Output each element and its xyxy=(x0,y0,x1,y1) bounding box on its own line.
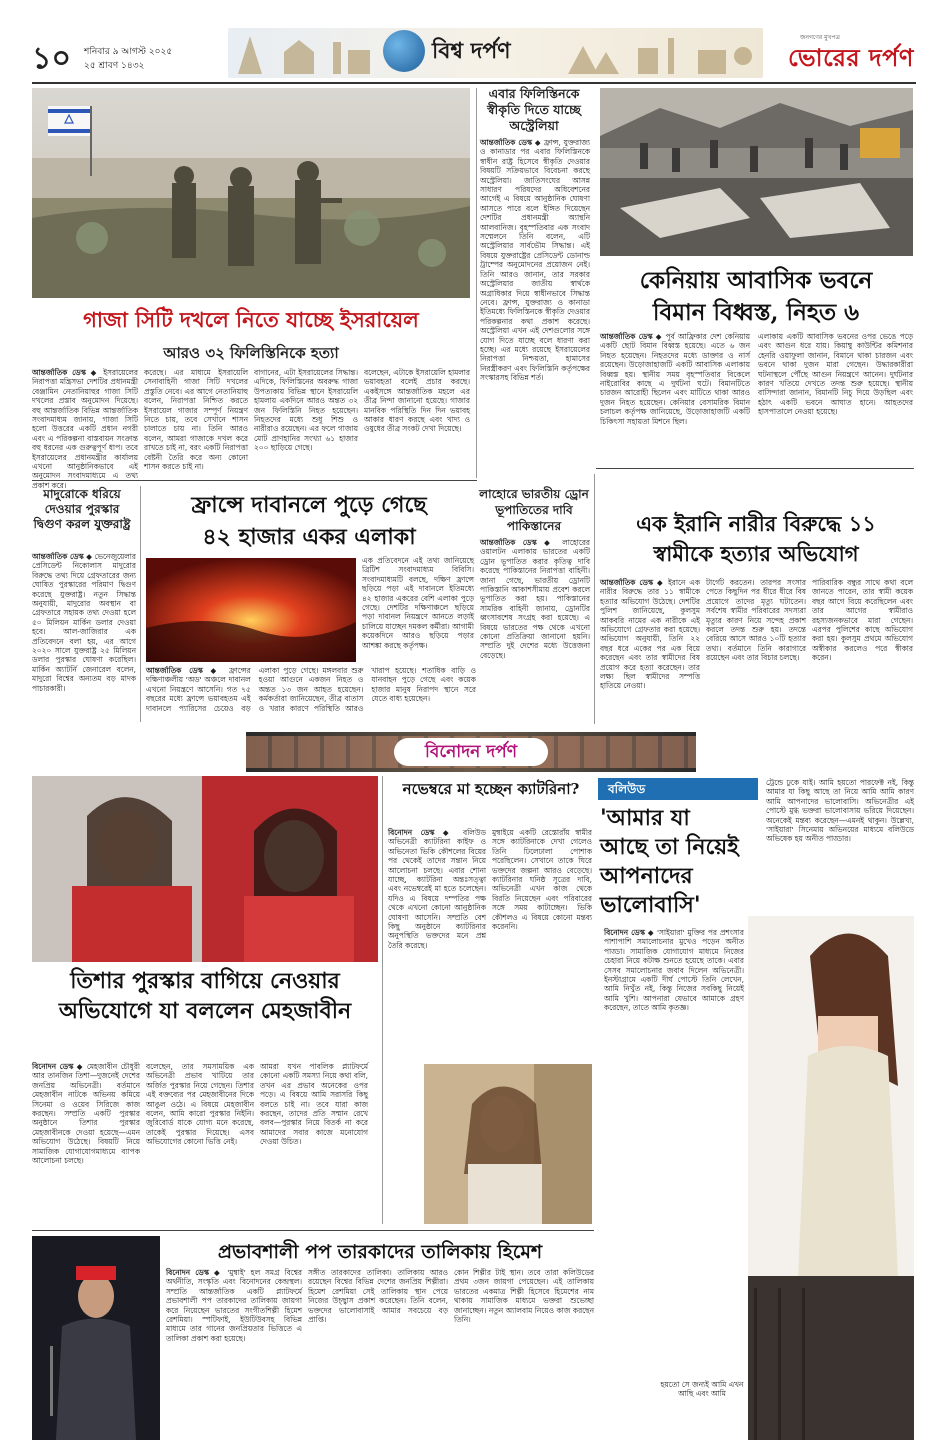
mehazabien-headline: তিশার পুরস্কার বাগিয়ে নেওয়ার অভিযোগে যা বললেন মেহজাবীন xyxy=(58,968,352,1024)
page-number: ১০ xyxy=(32,41,71,76)
globe-icon xyxy=(383,30,425,72)
katrina-desk: বিনোদন ডেস্ক xyxy=(388,828,435,837)
katrina-headline: নভেম্বরে মা হচ্ছেন ক্যাটরিনা? xyxy=(402,780,580,798)
himesh-headline: প্রভাবশালী পপ তারকাদের তালিকায় হিমেশ xyxy=(217,1241,543,1263)
australia-desk: আন্তর্জাতিক ডেস্ক xyxy=(480,138,533,147)
drone-headline: লাহোরে ভারতীয় ড্রোন ভূপাতিতের দাবি পাকিস্তানের xyxy=(479,487,589,533)
drone-desk: আন্তর্জাতিক ডেস্ক xyxy=(480,538,537,547)
gaza-headline: গাজা সিটি দখলে নিতে যাচ্ছে ইসরায়েল xyxy=(83,307,419,332)
paper-tagline: জনগণের মুখপত্র xyxy=(800,34,840,41)
kenya-photo xyxy=(600,88,913,256)
mehazabien-col-2: বলেছেন, তার সমসাময়িক এক অভিনেত্রী প্রভাব খাটিয়ে তার অর্জিত পুরস্কার নিয়ে গেছেন। তিশার এই বক্তব্যের পর মেহজাবীনের দিকে আঙুল ওঠে। এ বিষয়ে মেহজাবীন বলেন, আমি কারো পুরস্কার নিইনি। জুরিবোর্ড যাকে যোগ্য মনে করেছে, তাকেই পুরস্কার দিয়েছে। এসব অভিযোগের কোনো ভিত্তি নেই। xyxy=(146,1062,254,1147)
date-line-1: শনিবার ৯ আগস্ট ২০২৫ xyxy=(84,47,173,57)
gaza-desk: আন্তর্জাতিক ডেস্ক xyxy=(32,368,86,377)
masthead-rule xyxy=(32,82,916,84)
column-divider xyxy=(140,486,141,722)
gaza-col-1: আন্তর্জাতিক ডেস্ক ◆ ইসরায়েলের নিরাপত্তা মন্ত্রিসভা দেশটির প্রধানমন্ত্রী বেঞ্জামিন নেতানিয়াহুর গাজা সিটি দখলের প্রস্তাব অনুমোদন দিয়েছে। বহু আন্তর্জাতিক বিভিন্ন আন্তর্জাতিক সংবাদমাধ্যম জানায়, গাজা সিটি হলো উত্তরের একটি প্রধান নগরী এবং এ পরিকল্পনা বাস্তবায়ন সংক্রান্ত বহু ধরনের এক গুরুত্বপূর্ণ ধাপ। তবে ইসরায়েলের প্রধানমন্ত্রীর কার্যালয় এখনো আনুষ্ঠানিকভাবে এই অনুমোদন সংবাদমাধ্যমে এ তথ্য প্রকাশ করে। xyxy=(32,368,138,490)
drone-body: আন্তর্জাতিক ডেস্ক ◆ লাহোরের ওয়ালটন এলাকায় ভারতের একটি ড্রোন ভূপাতিত করার কৃতিত্ব দাবি করেছে পাকিস্তানের নিরাপত্তা বাহিনী। জানা গেছে, ভারতীয় ড্রোনটি পাকিস্তানি আকাশসীমায় প্রবেশ করলে ভূপাতিত করা হয়। পাকিস্তানের সামরিক বাহিনী জানায়, ড্রোনটির ধ্বংসাবশেষ সংগ্রহ করা হয়েছে। এ বিষয়ে ভারতের পক্ষ থেকে এখনো কোনো প্রতিক্রিয়া জানানো হয়নি। সম্প্রতি দুই দেশের মধ্যে উত্তেজনা বেড়েছে। xyxy=(480,538,590,660)
iran-headline-2: স্বামীকে হত্যার অভিযোগ xyxy=(653,541,859,566)
bollywood-headline: 'আমার যা আছে তা নিয়েই আপনাদের ভালোবাসি' xyxy=(600,805,739,918)
bollywood-poem: হয়তো সে জন্যই আমি এখন আছি এবং আমি xyxy=(660,1380,744,1399)
mehazabien-photo xyxy=(32,776,378,962)
katrina-col-2: মুম্বাইয়ে একটি রেস্তোরাঁয় স্বামীর সঙ্গে ক্যাটরিনাকে দেখা গেলেও তিনি ঢিলেঢালা পোশাক পরেছিলেন। সেখানে তাকে ঘিরে ভক্তদের জল্পনা আরও বেড়েছে। ক্যাটরিনার ঘনিষ্ঠ সূত্রের দাবি, অভিনেত্রী এখন কাজ থেকে বিরতি নিয়েছেন এবং পরিবারের সঙ্গে সময় কাটাচ্ছেন। ভিকি কৌশলও এ বিষয়ে কোনো মন্তব্য করেননি। xyxy=(492,828,592,932)
paper-logo: ভোরের দর্পণ xyxy=(788,43,914,72)
maduro-headline: মাদুরোকে ধরিয়ে দেওয়ার পুরস্কার দ্বিগুণ করল যুক্তরাষ্ট্র xyxy=(33,487,131,531)
iran-desk: আন্তর্জাতিক ডেস্ক xyxy=(600,578,654,587)
australia-body: আন্তর্জাতিক ডেস্ক ◆ ফ্রান্স, যুক্তরাজ্য ও কানাডার পর এবার ফিলিস্তিনকে স্বাধীন রাষ্ট্র হিসেবে স্বীকৃতি দেওয়ার বিষয়টি সক্রিয়ভাবে বিবেচনা করছে অস্ট্রেলিয়া। জাতিসংঘের আসন্ন সাধারণ পরিষদের অধিবেশনের আগেই এ বিষয়ে আনুষ্ঠানিক ঘোষণা আসতে পারে বলে ইঙ্গিত দিয়েছেন দেশটির প্রধানমন্ত্রী অ্যান্থনি আলবানিজ। বৃহস্পতিবার এক সংবাদ সম্মেলনে তিনি বলেন, এটি অস্ট্রেলিয়ার সার্বভৌম সিদ্ধান্ত। এই বিষয়ে যুক্তরাষ্ট্রের প্রেসিডেন্ট ডোনাল্ড ট্রাম্পের অনুমোদনের প্রয়োজন নেই। তিনি আরও জানান, তার সরকার অস্ট্রেলিয়ার জাতীয় স্বার্থকে অগ্রাধিকার দিয়ে স্বাধীনভাবে সিদ্ধান্ত নেবে। ফ্রান্স, যুক্তরাজ্য ও কানাডা ইতিমধ্যে ফিলিস্তিনকে স্বীকৃতি দেওয়ার পরিকল্পনার কথা প্রকাশ করেছে। অস্ট্রেলিয়া এখন এই দেশগুলোর সঙ্গে যোগ দিতে যাচ্ছে বলে ধারণা করা হচ্ছে। এর মধ্যে রয়েছে ইসরায়েলের নিরাপত্তা নিশ্চয়তা, হামাসের নিরস্ত্রীকরণ এবং ফিলিস্তিনি কর্তৃপক্ষের সংস্কারসহ বিভিন্ন শর্ত। xyxy=(480,138,591,383)
column-divider xyxy=(382,776,383,1224)
section-rule xyxy=(32,480,477,481)
kenya-col-2: এলাকায় একটি আবাসিক ভবনের ওপর ভেঙে পড়ে এবং আগুন ধরে যায়। কিয়াম্বু কাউন্টির কমিশনার হেনরি ওয়াফুলা জানান, বিমানে থাকা চারজন এবং ভবনে থাকা দুজন মারা গেছেন। উদ্ধারকারীরা ঘটনাস্থলে পৌঁছে আগুন নিয়ন্ত্রণে আনেন। দুর্ঘটনার কারণ খতিয়ে দেখতে তদন্ত শুরু হয়েছে। স্থানীয় বাসিন্দারা জানান, বিমানটি নিচু দিয়ে উড়ছিল এবং হঠাৎ একটি ভবনে আঘাত হানে। আহতদের হাসপাতালে নেওয়া হয়েছে। xyxy=(758,332,913,417)
kenya-headline-2: বিমান বিধ্বস্ত, নিহত ৬ xyxy=(652,299,860,326)
gaza-photo xyxy=(32,88,470,298)
column-divider xyxy=(594,474,595,724)
section-rule xyxy=(596,468,914,469)
entertainment-banner-title: বিনোদন দর্পণ xyxy=(394,738,548,766)
bollywood-label: বলিউড xyxy=(598,778,758,800)
himesh-col-2: সঙ্গীত তারকাদের তালিকা। তালিকায় আরও রয়েছেন বিশ্বের বিভিন্ন দেশের জনপ্রিয় শিল্পীরা। হিমেশ রেশমিয়া সেই তালিকায় স্থান পেয়ে নিজের উচ্ছ্বাস প্রকাশ করেছেন। তিনি বলেন, ভক্তদের ভালোবাসাই আমার সবচেয়ে বড় প্রাপ্তি। xyxy=(308,1268,448,1325)
section-title: বিশ্ব দর্পণ xyxy=(432,38,511,64)
bollywood-photo xyxy=(748,916,914,1440)
himesh-col-3: কোন শিল্পীর টাই স্থান। তবে তারা কলিউডের প্রথম ৩জন জায়গা পেয়েছেন। এই তালিকায় ভারতের একমাত্র শিল্পী হিসেবে হিমেশের নাম থাকায় সামাজিক মাধ্যমে ভক্তরা শুভেচ্ছা জানাচ্ছেন। নতুন অ্যালবাম নিয়েও কাজ করছেন তিনি। xyxy=(454,1268,594,1325)
section-rule xyxy=(32,1230,594,1231)
iran-headline-1: এক ইরানি নারীর বিরুদ্ধে ১১ xyxy=(636,511,876,536)
column-divider xyxy=(476,88,477,478)
mehazabien-desk: বিনোদন ডেস্ক xyxy=(32,1062,74,1071)
wildfire-photo xyxy=(146,558,356,662)
bollywood-body: বিনোদন ডেস্ক ◆ 'সাইয়ারা' মুক্তির পর প্রশংসার পাশাপাশি সমালোচনার মুখেও পড়েন অনীত পাড্ডা। সামাজিক যোগাযোগ মাধ্যমে নিজের চেহারা নিয়ে কটাক্ষ শুনতে হয়েছে তাকে। এবার সেসব সমালোচনার জবাব দিলেন অভিনেত্রী। ইনস্টাগ্রামে একটি দীর্ঘ পোস্টে তিনি লেখেন, আমি নিখুঁত নই, কিন্তু নিজের সবকিছু নিয়েই আমি খুশি। আপনারা যেভাবে আমাকে গ্রহণ করেছেন, তাতে আমি কৃতজ্ঞ। xyxy=(604,928,744,1013)
gaza-col-2: করেছে। এর মাধ্যমে ইসরায়েলি সেনাবাহিনী গাজা সিটি দখলের প্রস্তুতি নেবে। এর আগে নেতানিয়াহু বলেন, নিরাপত্তা নিশ্চিত করতে ইসরায়েল গাজার সম্পূর্ণ নিয়ন্ত্রণ নিতে চায়, তবে সেখানে শাসন চালাতে চায় না। তিনি আরও বলেন, আমরা গাজাকে দখল করে রাখতে চাই না, বরং একটি নিরাপত্তা বেষ্টনী তৈরি করে অন্য কোনো শাসন করতে চাই না। xyxy=(144,368,248,472)
date-line-2: ২৫ শ্রাবণ ১৪৩২ xyxy=(84,61,145,71)
kenya-desk: আন্তর্জাতিক ডেস্ক xyxy=(600,332,653,341)
kenya-headline-1: কেনিয়ায় আবাসিক ভবনে xyxy=(639,267,873,294)
maduro-body: আন্তর্জাতিক ডেস্ক ◆ ভেনেজুয়েলার প্রেসিডেন্ট নিকোলাস মাদুরোর বিরুদ্ধে তথ্য দিয়ে গ্রেফতারের জন্য ঘোষিত পুরস্কারের পরিমাণ দ্বিগুণ করেছে যুক্তরাষ্ট্র। নতুন সিদ্ধান্ত অনুযায়ী, মাদুরোর অবস্থান বা গ্রেফতারে সহায়ক তথ্য দেওয়া হলে ৫০ মিলিয়ন মার্কিন ডলার দেওয়া হবে। আল-জাজিরার এক প্রতিবেদনে বলা হয়, এর আগে ২০২০ সালে যুক্তরাষ্ট্র ২৫ মিলিয়ন ডলার পুরস্কার ঘোষণা করেছিল। মার্কিন অ্যাটর্নি জেনারেল বলেন, মাদুরো বিশ্বের অন্যতম বড় মাদক পাচারকারী। xyxy=(32,552,136,693)
bollywood-desk: বিনোদন ডেস্ক xyxy=(604,928,645,937)
australia-headline: এবার ফিলিস্তিনকে স্বীকৃতি দিতে যাচ্ছে অস্ট্রেলিয়া xyxy=(487,86,581,133)
himesh-desk: বিনোদন ডেস্ক xyxy=(166,1268,209,1277)
gaza-subhead: আরও ৩২ ফিলিস্তিনিকে হত্যা xyxy=(163,344,339,362)
katrina-photo xyxy=(424,1064,592,1224)
france-right: এক প্রতিবেদনে এই তথ্য জানিয়েছে ব্রিটিশ সংবাদমাধ্যম বিবিসি। সংবাদমাধ্যমটি বলছে, দক্ষিণ ফ্রান্সে ছড়িয়ে পড়া এই দাবানলে ইতিমধ্যে ৪২ হাজার একরের বেশি এলাকা পুড়ে গেছে। দেশটির দক্ষিণাঞ্চলে ছড়িয়ে পড়া দাবানল নিয়ন্ত্রণে আনতে লড়াই চালিয়ে যাচ্ছেন দমকল কর্মীরা। আগামী কয়েকদিনে আরও ছড়িয়ে পড়ার আশঙ্কা করছে কর্তৃপক্ষ। xyxy=(362,556,474,650)
gaza-col-4: বলেছেন, এটাকে ইসরায়েলি হামলার ভয়াবহতা বলেই প্রচার করছে। একইসঙ্গে আন্তর্জাতিক মহলে এর তীব্র নিন্দা জানানো হয়েছে। গাজার মানবিক পরিস্থিতি দিন দিন ভয়াবহ আকার ধারণ করছে এবং খাদ্য ও ওষুধের তীব্র সংকট দেখা দিয়েছে। xyxy=(364,368,470,434)
france-headline-1: ফ্রান্সে দাবানলে পুড়ে গেছে xyxy=(191,492,427,518)
kenya-col-1: আন্তর্জাতিক ডেস্ক ◆ পূর্ব আফ্রিকার দেশ কেনিয়ায় একটি ছোট বিমান বিধ্বস্ত হয়েছে। এতে ৬ জন নিহত হয়েছেন। নিহতদের মধ্যে ডাক্তার ও নার্স রয়েছেন। উড়োজাহাজটি একটি আবাসিক এলাকায় বিধ্বস্ত হয়। স্থানীয় সময় বৃহস্পতিবার বিকেলে নাইরোবির কাছে এ দুর্ঘটনা ঘটে। বিমানটিতে চারজন আরোহী ছিলেন এবং মাটিতে থাকা আরও দুজন নিহত হয়েছেন। কেনিয়ার বেসামরিক বিমান চলাচল কর্তৃপক্ষ জানিয়েছে, উড়োজাহাজটি একটি চিকিৎসা সহায়তা মিশনে ছিল। xyxy=(600,332,750,426)
iran-col-2: টার্গেট করতেন। তারপর সংসার পেতে কিছুদিন পর ধীরে ধীরে বিষ প্রয়োগে তাদের মৃত্যু ঘটাতেন। সর্বশেষ স্বামীর পরিবারের সদস্যরা মৃত্যুর কারণ নিয়ে সন্দেহ প্রকাশ করলে তদন্ত শুরু হয়। তদন্তে বেরিয়ে আসে আরও ১০টি হত্যার তথ্য। বর্তমানে তিনি কারাগারে রয়েছেন এবং তার বিচার চলছে। xyxy=(706,578,806,663)
maduro-desk: আন্তর্জাতিক ডেস্ক xyxy=(32,552,84,561)
iran-col-3: পারিবারিক বন্ধুর সাথে কথা বলে জানতে পারেন, তার স্বামী কয়েক বছর আগে বিয়ে করেছিলেন এবং তার আগের স্বামীরাও রহস্যজনকভাবে মারা গেছেন। এরপর পুলিশের কাছে অভিযোগ করা হয়। কুলসুম প্রথমে অভিযোগ অস্বীকার করলেও পরে স্বীকার করেন। xyxy=(812,578,913,663)
bollywood-top: ট্রেন্ডে ঢুকে যাই। আমি হয়তো পারফেক্ট নই, কিন্তু আমার যা কিছু আছে তা নিয়ে আমি আমি কারণ আমি আপনাদের ভালোবাসি। অভিনেত্রীর এই পোস্টে মুগ্ধ ভক্তরা ভালোবাসায় ভরিয়ে দিয়েছেন। অনেকেই মন্তব্য করেছেন—এমনই থাকুন। উল্লেখ্য, 'সাইয়ারা' সিনেমায় অভিনয়ের মাধ্যমে বলিউডে অভিষেক হয় অনীত পাড্ডার। xyxy=(766,778,914,844)
france-desk: আন্তর্জাতিক ডেস্ক xyxy=(146,666,203,675)
katrina-col-1: বিনোদন ডেস্ক ◆ বলিউড অভিনেত্রী ক্যাটরিনা কাইফ ও অভিনেতা ভিকি কৌশলের বিয়ের পর থেকেই তাদের সন্তান নিয়ে আলোচনা চলছে। এবার শোনা যাচ্ছে, ক্যাটরিনা অন্তঃসত্ত্বা এবং নভেম্বরেই মা হতে চলেছেন। যদিও এ বিষয়ে দম্পতির পক্ষ থেকে এখনো কোনো আনুষ্ঠানিক ঘোষণা আসেনি। সম্প্রতি বেশ কিছু অনুষ্ঠানে ক্যাটরিনার অনুপস্থিতি ভক্তদের মনে প্রশ্ন তৈরি করেছে। xyxy=(388,828,486,950)
masthead xyxy=(0,0,945,84)
gaza-col-3: বাগানের, এটা ইসরায়েলের সিদ্ধান্ত। এদিকে, ফিলিস্তিনের অবরুদ্ধ গাজা উপত্যকায় বিভিন্ন স্থানে ইসরায়েলি হামলায় একদিনে আরও অন্তত ৩২ জন ফিলিস্তিনি নিহত হয়েছেন। নিহতদের মধ্যে শুধু শিশু ও নারীরাও রয়েছেন। এর ফলে গাজায় মোট প্রাণহানির সংখ্যা ৬১ হাজার ২০০ ছাড়িয়ে গেছে। xyxy=(254,368,358,453)
iran-col-1: আন্তর্জাতিক ডেস্ক ◆ ইরানে এক নারীর বিরুদ্ধে তার ১১ স্বামীকে হত্যার অভিযোগ উঠেছে। দেশটির পুলিশ জানিয়েছে, কুলসুম আকবরি নামের এক নারীকে এই অভিযোগে গ্রেফতার করা হয়েছে। অভিযোগ অনুযায়ী, তিনি ২২ বছর ধরে একের পর এক বিয়ে করেছেন এবং তার স্বামীদের বিষ প্রয়োগ করে হত্যা করেছেন। তার লক্ষ্য ছিল স্বামীদের সম্পত্তি হাতিয়ে নেওয়া। xyxy=(600,578,701,691)
france-headline-2: ৪২ হাজার একর এলাকা xyxy=(202,524,416,550)
mehazabien-col-3: আমরা যখন পাবলিক প্ল্যাটফর্মে কোনো একটি সমস্যা নিয়ে কথা বলি, তখন এর প্রভাব অনেকের ওপর পড়ে। এ বিষয়ে আমি সরাসরি কিছু বলতে চাই না। তবে যারা কাজ করছেন, তাদের প্রতি সম্মান রেখে বলব—পুরস্কার নিয়ে বিতর্ক না করে আমাদের সবার কাজে মনোযোগ দেওয়া উচিত। xyxy=(260,1062,368,1147)
himesh-photo xyxy=(32,1236,160,1440)
entertainment-banner xyxy=(246,732,696,772)
himesh-col-1: বিনোদন ডেস্ক ◆ 'মুম্বাই' হল সমগ্র বিশ্বের অর্থনীতি, সংস্কৃতি এবং বিনোদনের কেন্দ্রস্থল। সম্প্রতি আন্তর্জাতিক একটি প্ল্যাটফর্মে প্রভাবশালী পপ তারকাদের তালিকায় জায়গা করে নিয়েছেন ভারতের সংগীতশিল্পী হিমেশ রেশমিয়া। স্পটিফাই, ইউটিউবসহ বিভিন্ন মাধ্যমে তার গানের জনপ্রিয়তার ভিত্তিতে এ তালিকা প্রকাশ করা হয়েছে। xyxy=(166,1268,302,1343)
france-bottom: আন্তর্জাতিক ডেস্ক ◆ ফ্রান্সের দক্ষিণাঞ্চলীয় 'অড' অঞ্চলে দাবানল এখনো নিয়ন্ত্রণে আসেনি। গত ৭৫ বছরের মধ্যে ফ্রান্সে ভয়াবহতম এই দাবানলে প্যারিসের চেয়েও বড় এলাকা পুড়ে গেছে। মঙ্গলবার শুরু হওয়া আগুনে একজন নিহত ও অন্তত ১৩ জন আহত হয়েছেন। কর্মকর্তারা জানিয়েছেন, তীব্র বাতাস ও খরার কারণে পরিস্থিতি আরও খারাপ হয়েছে। শতাধিক বাড়ি ও যানবাহন পুড়ে গেছে এবং কয়েক হাজার মানুষ নিরাপদ স্থানে সরে যেতে বাধ্য হয়েছেন। xyxy=(146,666,476,713)
mehazabien-col-1: বিনোদন ডেস্ক ◆ মেহজাবীন চৌধুরী আর তানজিন তিশা—দুজনেই দেশের জনপ্রিয় অভিনেত্রী। বর্তমানে মেহজাবীন নাটকে অভিনয় কমিয়ে সিনেমা ও ওয়েব সিরিজে কাজ করছেন। সম্প্রতি একটি পুরস্কার অনুষ্ঠানে তিশার পুরস্কার মেহজাবীনকে দেওয়া হয়েছে—এমন অভিযোগ উঠেছে। বিষয়টি নিয়ে সামাজিক যোগাযোগমাধ্যমে ব্যাপক আলোচনা চলছে। xyxy=(32,1062,140,1166)
